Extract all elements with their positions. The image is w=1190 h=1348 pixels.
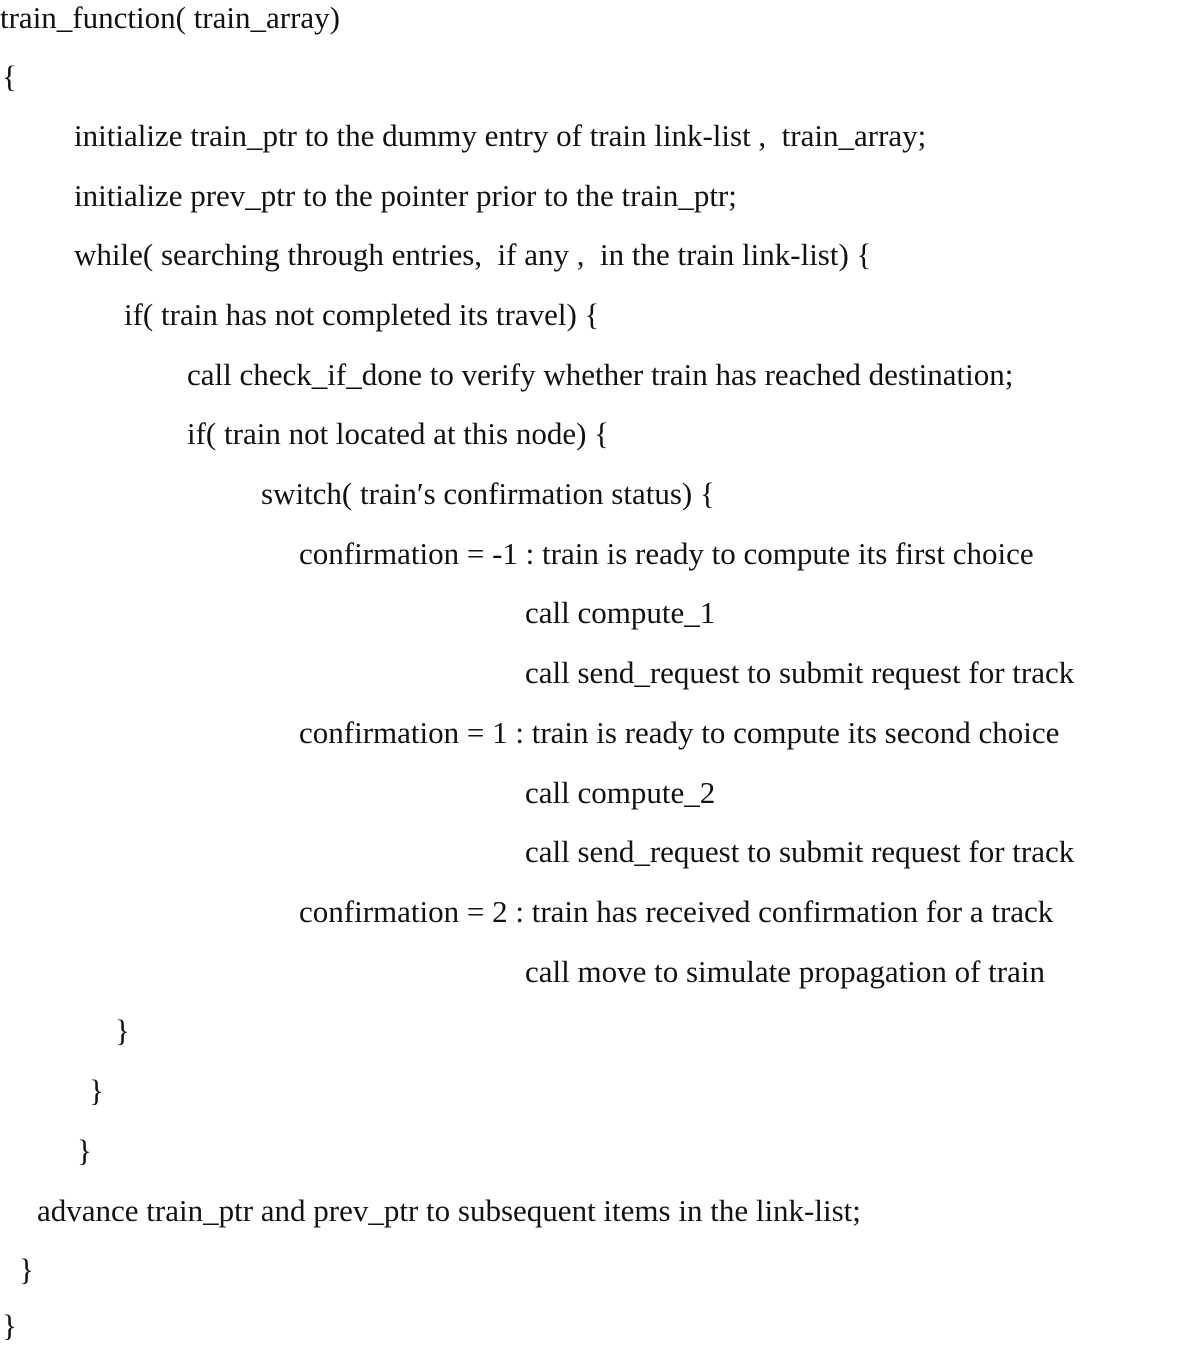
code-line-16: confirmation = 2 : train has received confirmation for a track	[299, 894, 1054, 929]
code-line-4: initialize prev_ptr to the pointer prior to the train_ptr;	[74, 178, 737, 213]
code-line-3: initialize train_ptr to the dummy entry of train link-list , train_array;	[74, 118, 927, 153]
code-line-14: call compute_2	[525, 775, 716, 810]
code-line-20: }	[77, 1133, 92, 1168]
code-line-10: confirmation = -1 : train is ready to compute its first choice	[299, 536, 1034, 571]
code-line-21: advance train_ptr and prev_ptr to subsequent items in the link-list;	[37, 1193, 861, 1228]
code-line-2: {	[2, 59, 17, 94]
code-line-11: call compute_1	[525, 595, 716, 630]
code-line-22: }	[19, 1252, 34, 1287]
code-line-9: switch( train′s confirmation status) {	[261, 476, 715, 511]
code-line-7: call check_if_done to verify whether train has reached destination;	[187, 357, 1014, 392]
code-line-8: if( train not located at this node) {	[187, 416, 610, 451]
code-line-23: }	[2, 1308, 17, 1343]
code-line-18: }	[115, 1013, 130, 1048]
code-line-1: train_function( train_array)	[0, 0, 340, 35]
code-line-15: call send_request to submit request for track	[525, 834, 1075, 869]
code-line-5: while( searching through entries, if any , in the train link-list) {	[74, 237, 872, 272]
code-line-13: confirmation = 1 : train is ready to compute its second choice	[299, 715, 1060, 750]
code-line-12: call send_request to submit request for track	[525, 655, 1075, 690]
code-line-6: if( train has not completed its travel) {	[124, 297, 600, 332]
code-line-17: call move to simulate propagation of train	[525, 954, 1045, 989]
code-line-19: }	[89, 1073, 104, 1108]
